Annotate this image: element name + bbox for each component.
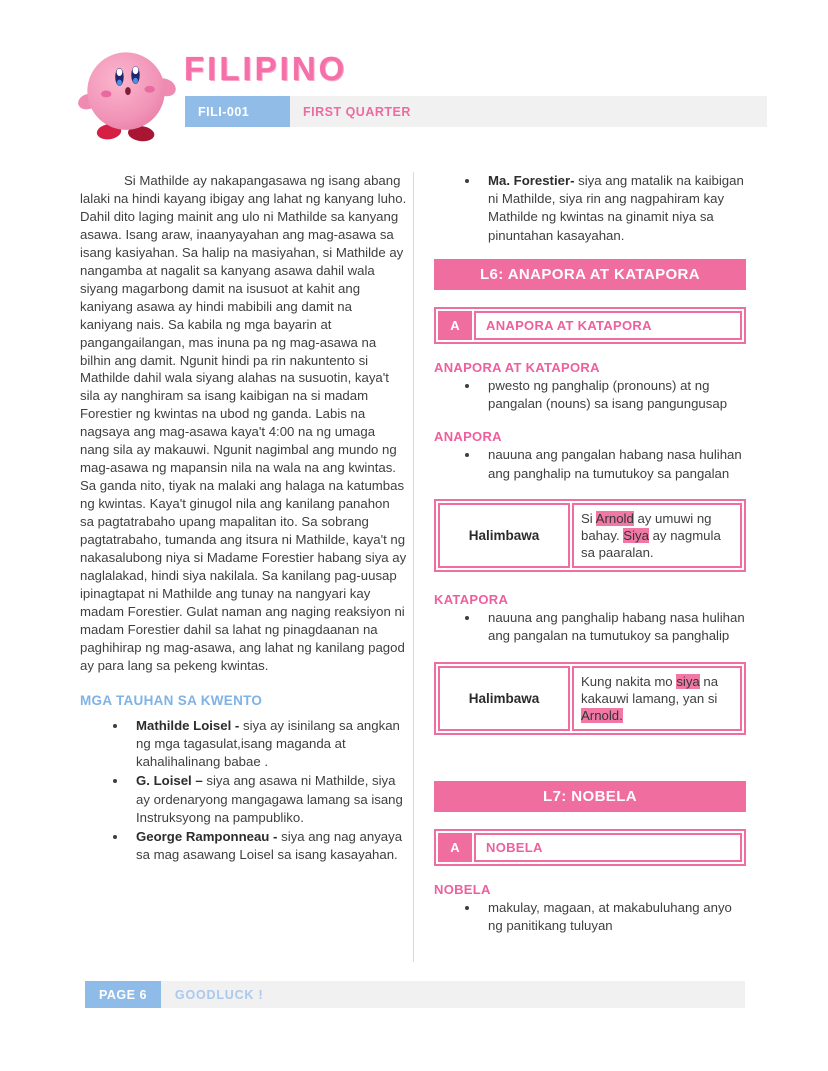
list-item: • nauuna ang panghalip habang nasa hulihan ang pangalan na tumutukoy sa panghalip [480, 609, 746, 645]
forestier-list [434, 172, 746, 245]
footer-bar [85, 981, 745, 1008]
nobela-list [434, 899, 746, 935]
lesson7-banner: L7: NOBELA [434, 781, 746, 812]
content-area [80, 172, 746, 962]
anapora-katapora-list [434, 377, 746, 413]
column-divider [413, 172, 414, 962]
example-text: ay umuwi ng bahay. [581, 510, 712, 543]
character-name: Ma. Forestier- [488, 173, 579, 188]
list-item: • makulay, magaan, at makabuluhang anyo ng panitikang tuluyan [480, 899, 746, 935]
quarter-bar [290, 96, 767, 127]
list-item [128, 772, 407, 827]
list-item [480, 172, 746, 245]
page-title: FILIPINO [184, 50, 348, 87]
katapora-example-table [434, 662, 746, 735]
right-column [434, 172, 746, 962]
character-description: siya ang matalik na kaibigan ni Mathilde, siya rin ang nagpahiram kay Mathilde ng kwintas na ginamit niya sa pinuntahan kasayahan. [488, 173, 744, 243]
character-name: G. Loisel – [136, 773, 207, 789]
highlighted-word: Siya [623, 527, 649, 543]
footer-message-bar [161, 981, 745, 1008]
header-bar [185, 96, 767, 127]
course-code-badge: FILI-001 [185, 96, 290, 127]
katapora-heading: KATAPORA [434, 592, 509, 608]
example-label-cell: Halimbawa [438, 666, 570, 731]
example-text: Kung nakita mo [581, 673, 677, 689]
lesson7-tab-box [434, 829, 746, 866]
nobela-heading: NOBELA [434, 882, 491, 898]
character-description: siya ang asawa ni Mathilde, siya ay ordenaryong mangagawa lamang sa isang Instruksyong na pampubliko. [136, 773, 403, 825]
katapora-list [434, 609, 746, 645]
anapora-katapora-heading: ANAPORA AT KATAPORA [434, 359, 600, 375]
anapora-heading: ANAPORA [434, 429, 502, 445]
lesson6-banner: L6: ANAPORA AT KATAPORA [434, 259, 746, 290]
character-description: siya ang nag anyaya sa mag asawang Loisel sa isang kasayahan. [136, 829, 403, 863]
characters-heading: MGA TAUHAN SA KWENTO [80, 692, 263, 708]
example-label-cell: Halimbawa [438, 503, 570, 568]
quarter-label: FIRST QUARTER [303, 104, 411, 119]
list-item [128, 717, 407, 772]
left-column [80, 172, 413, 962]
tab-label: NOBELA [474, 833, 742, 862]
tab-letter-badge: A [438, 833, 472, 862]
character-description: siya ay isinilang sa angkan ng mga tagasulat,isang maganda at kahalihalinang babae . [136, 717, 400, 770]
characters-list [80, 717, 407, 865]
footer-message: GOODLUCK ! [174, 987, 264, 1002]
kirby-mascot-image [70, 42, 184, 144]
example-text-cell [572, 503, 742, 568]
lesson6-tab-box [434, 307, 746, 344]
example-text: Si [581, 510, 596, 526]
example-text-cell [572, 666, 742, 731]
page-number-badge: PAGE 6 [85, 981, 161, 1008]
story-paragraph: Si Mathilde ay nakapangasawa ng isang abang lalaki na hindi kayang ibigay ang lahat ng kanyang luho. Dahil dito laging mainit ang ulo ni Mathilde sa kanyang asawa. Isang araw, inaanyayahan ang mag-asawa sa isang kasiyahan. Sa halip na masiyahan, si Mathilde ay nangamba at nagalit sa kanyang asawa dahil wala siyang magarbong damit na isusuot at kahit ang kaniyang asawa ay hindi mabibili ang damit na kaniyang nais. Sa kabila ng mga bayarin at pangangailangan, mas inuna pa ng mag-asawa na bilhin ang damit. Ngunit hindi pa rin nakuntento si Mathilde dahil wala siyang alahas na susuotin, kaya't sila ay nanghiram sa isang kaibigan na si madam Forestier ng kwintas na ubod ng ganda. Labis na nagsaya ang mag-asawa kaya't 4:00 na ng umaga nang sila ay makauwi. Ngunit nagimbal ang mundo ng mag-asawa ng mapansin nila na wala na ang kwintas. Sa ganda nito, tiyak na malaki ang halaga na katumbas ng kwintas. Kaya't ginugol nila ang kanilang panahon sa pagtatrabaho upang mapalitan ito. Sa sobrang pagtatrabaho, tumanda ang itsura ni Mathilde, kaya't ng nakasalubong niya si Madame Forestier habang siya ay naglalakad, hindi siya nakilala. Sa kanilang pag-uusap ipinagtapat ni Mathilde ang tunay na nangyari kay madam Forestier. Gulat naman ang naging reaksiyon ni madam Forestier dahil sa lahat ng pinagdaanan na paghihirap ng mag-asawa, ang lahat ng kanilang pagod ay para lang sa pekeng kwintas. [80, 173, 407, 673]
example-text: na kakauwi lamang, yan si [581, 673, 719, 706]
tab-label: ANAPORA AT KATAPORA [474, 311, 742, 340]
tab-letter-badge: A [438, 311, 472, 340]
character-name: George Ramponneau - [136, 829, 282, 844]
character-name: Mathilde Loisel - [136, 717, 243, 733]
highlighted-word: siya [676, 673, 700, 689]
anapora-example-table [434, 499, 746, 572]
highlighted-word: Arnold. [581, 707, 623, 723]
example-text: ay nagmula sa paaralan. [581, 527, 721, 561]
list-item [128, 828, 407, 864]
list-item: • pwesto ng panghalip (pronouns) at ng pangalan (nouns) sa isang pangungusap [480, 377, 746, 413]
highlighted-word: Arnold [595, 510, 634, 526]
anapora-list [434, 446, 746, 482]
list-item: • nauuna ang pangalan habang nasa hulihan ang panghalip na tumutukoy sa pangalan [480, 446, 746, 482]
